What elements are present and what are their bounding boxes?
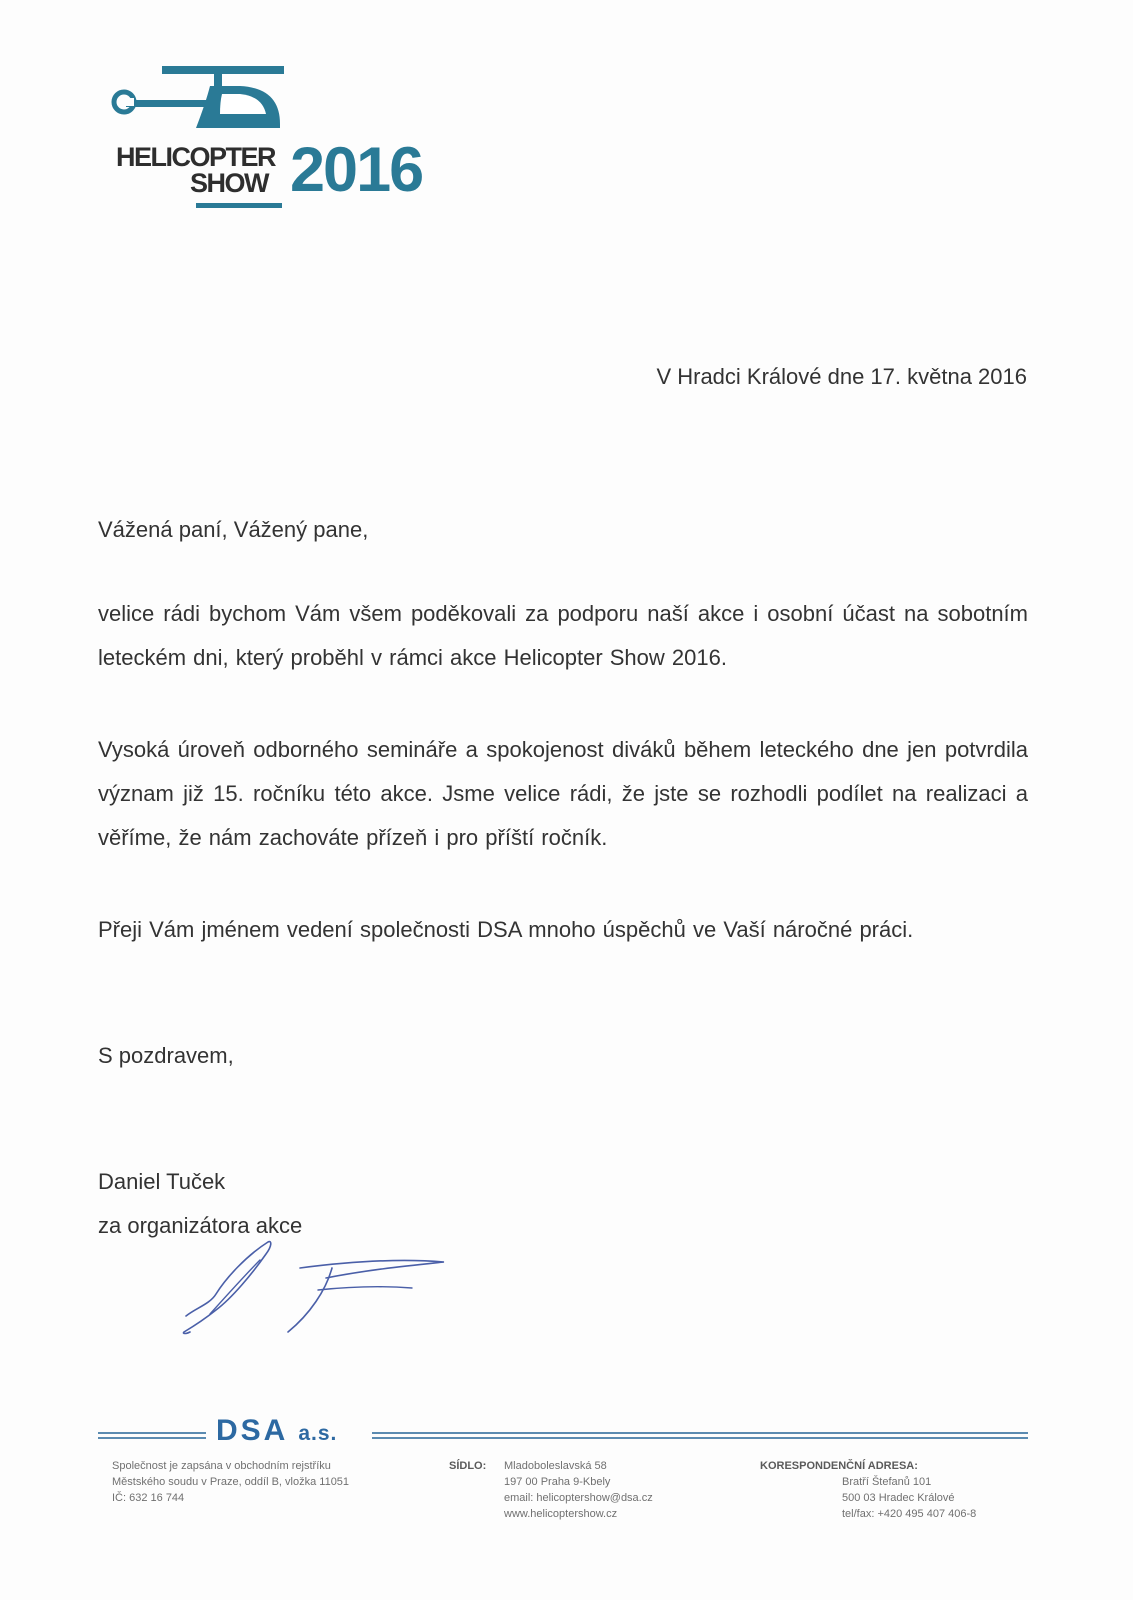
paragraph-2: Vysoká úroveň odborného semináře a spokojenost diváků během leteckého dne jen potvrdila význam již 15. ročníku této akce. Jsme velice rádi, že jste se rozhodli podílet na realizaci a věříme, že nám zachováte přízeň i pro příští ročník. — [98, 737, 1028, 850]
correspondence-label: KORESPONDENČNÍ ADRESA: — [760, 1460, 918, 1472]
logo-word-show: SHOW — [190, 168, 268, 198]
signer-role: za organizátora akce — [98, 1213, 303, 1238]
registry-line-2: Městského soudu v Praze, oddíl B, vložka 11051 — [112, 1476, 350, 1488]
signer-name: Daniel Tuček — [98, 1169, 226, 1194]
corr-line-1: Bratří Štefanů 101 — [842, 1476, 932, 1488]
footer-seat — [504, 1458, 653, 1522]
closing: S pozdravem, — [98, 1043, 234, 1068]
logo-word-helicopter: HELICOPTER — [116, 142, 276, 172]
logo-underline — [196, 203, 282, 208]
seat-email: email: helicoptershow@dsa.cz — [504, 1492, 653, 1504]
footer-brand — [216, 1416, 337, 1446]
paragraph-3: Přeji Vám jménem vedení společnosti DSA mnoho úspěchů ve Vaší náročné práci. — [98, 917, 914, 942]
footer-registry — [112, 1458, 349, 1506]
seat-label: SÍDLO: — [449, 1460, 487, 1472]
registry-line-1: Společnost je zapsána v obchodním rejstříku — [112, 1460, 331, 1472]
paragraph-1: velice rádi bychom Vám všem poděkovali za podporu naší akce i osobní účast na sobotním leteckém dni, který proběhl v rámci akce Helicopter Show 2016. — [98, 601, 1028, 670]
corr-line-2: 500 03 Hradec Králové — [842, 1492, 955, 1504]
seat-website: www.helicoptershow.cz — [504, 1508, 618, 1520]
footer-rule-left-bottom — [98, 1437, 206, 1439]
footer-rule-right-bottom — [372, 1437, 1028, 1439]
seat-line-1: Mladoboleslavská 58 — [504, 1460, 607, 1472]
handwritten-signature — [176, 1238, 456, 1348]
logo-year: 2016 — [290, 135, 423, 205]
seat-line-2: 197 00 Praha 9-Kbely — [504, 1476, 611, 1488]
footer-correspondence — [842, 1474, 976, 1522]
footer-brand-name: DSA — [216, 1414, 289, 1447]
corr-phone: tel/fax: +420 495 407 406-8 — [842, 1508, 977, 1520]
registry-line-3: IČ: 632 16 744 — [112, 1492, 185, 1504]
footer-rule-right-top — [372, 1432, 1028, 1434]
salutation: Vážená paní, Vážený pane, — [98, 517, 369, 542]
helicopter-show-logo — [110, 62, 430, 212]
footer-brand-suffix: a.s. — [298, 1422, 338, 1445]
letter-date: V Hradci Králové dne 17. května 2016 — [656, 364, 1027, 389]
footer-rule-left-top — [98, 1432, 206, 1434]
